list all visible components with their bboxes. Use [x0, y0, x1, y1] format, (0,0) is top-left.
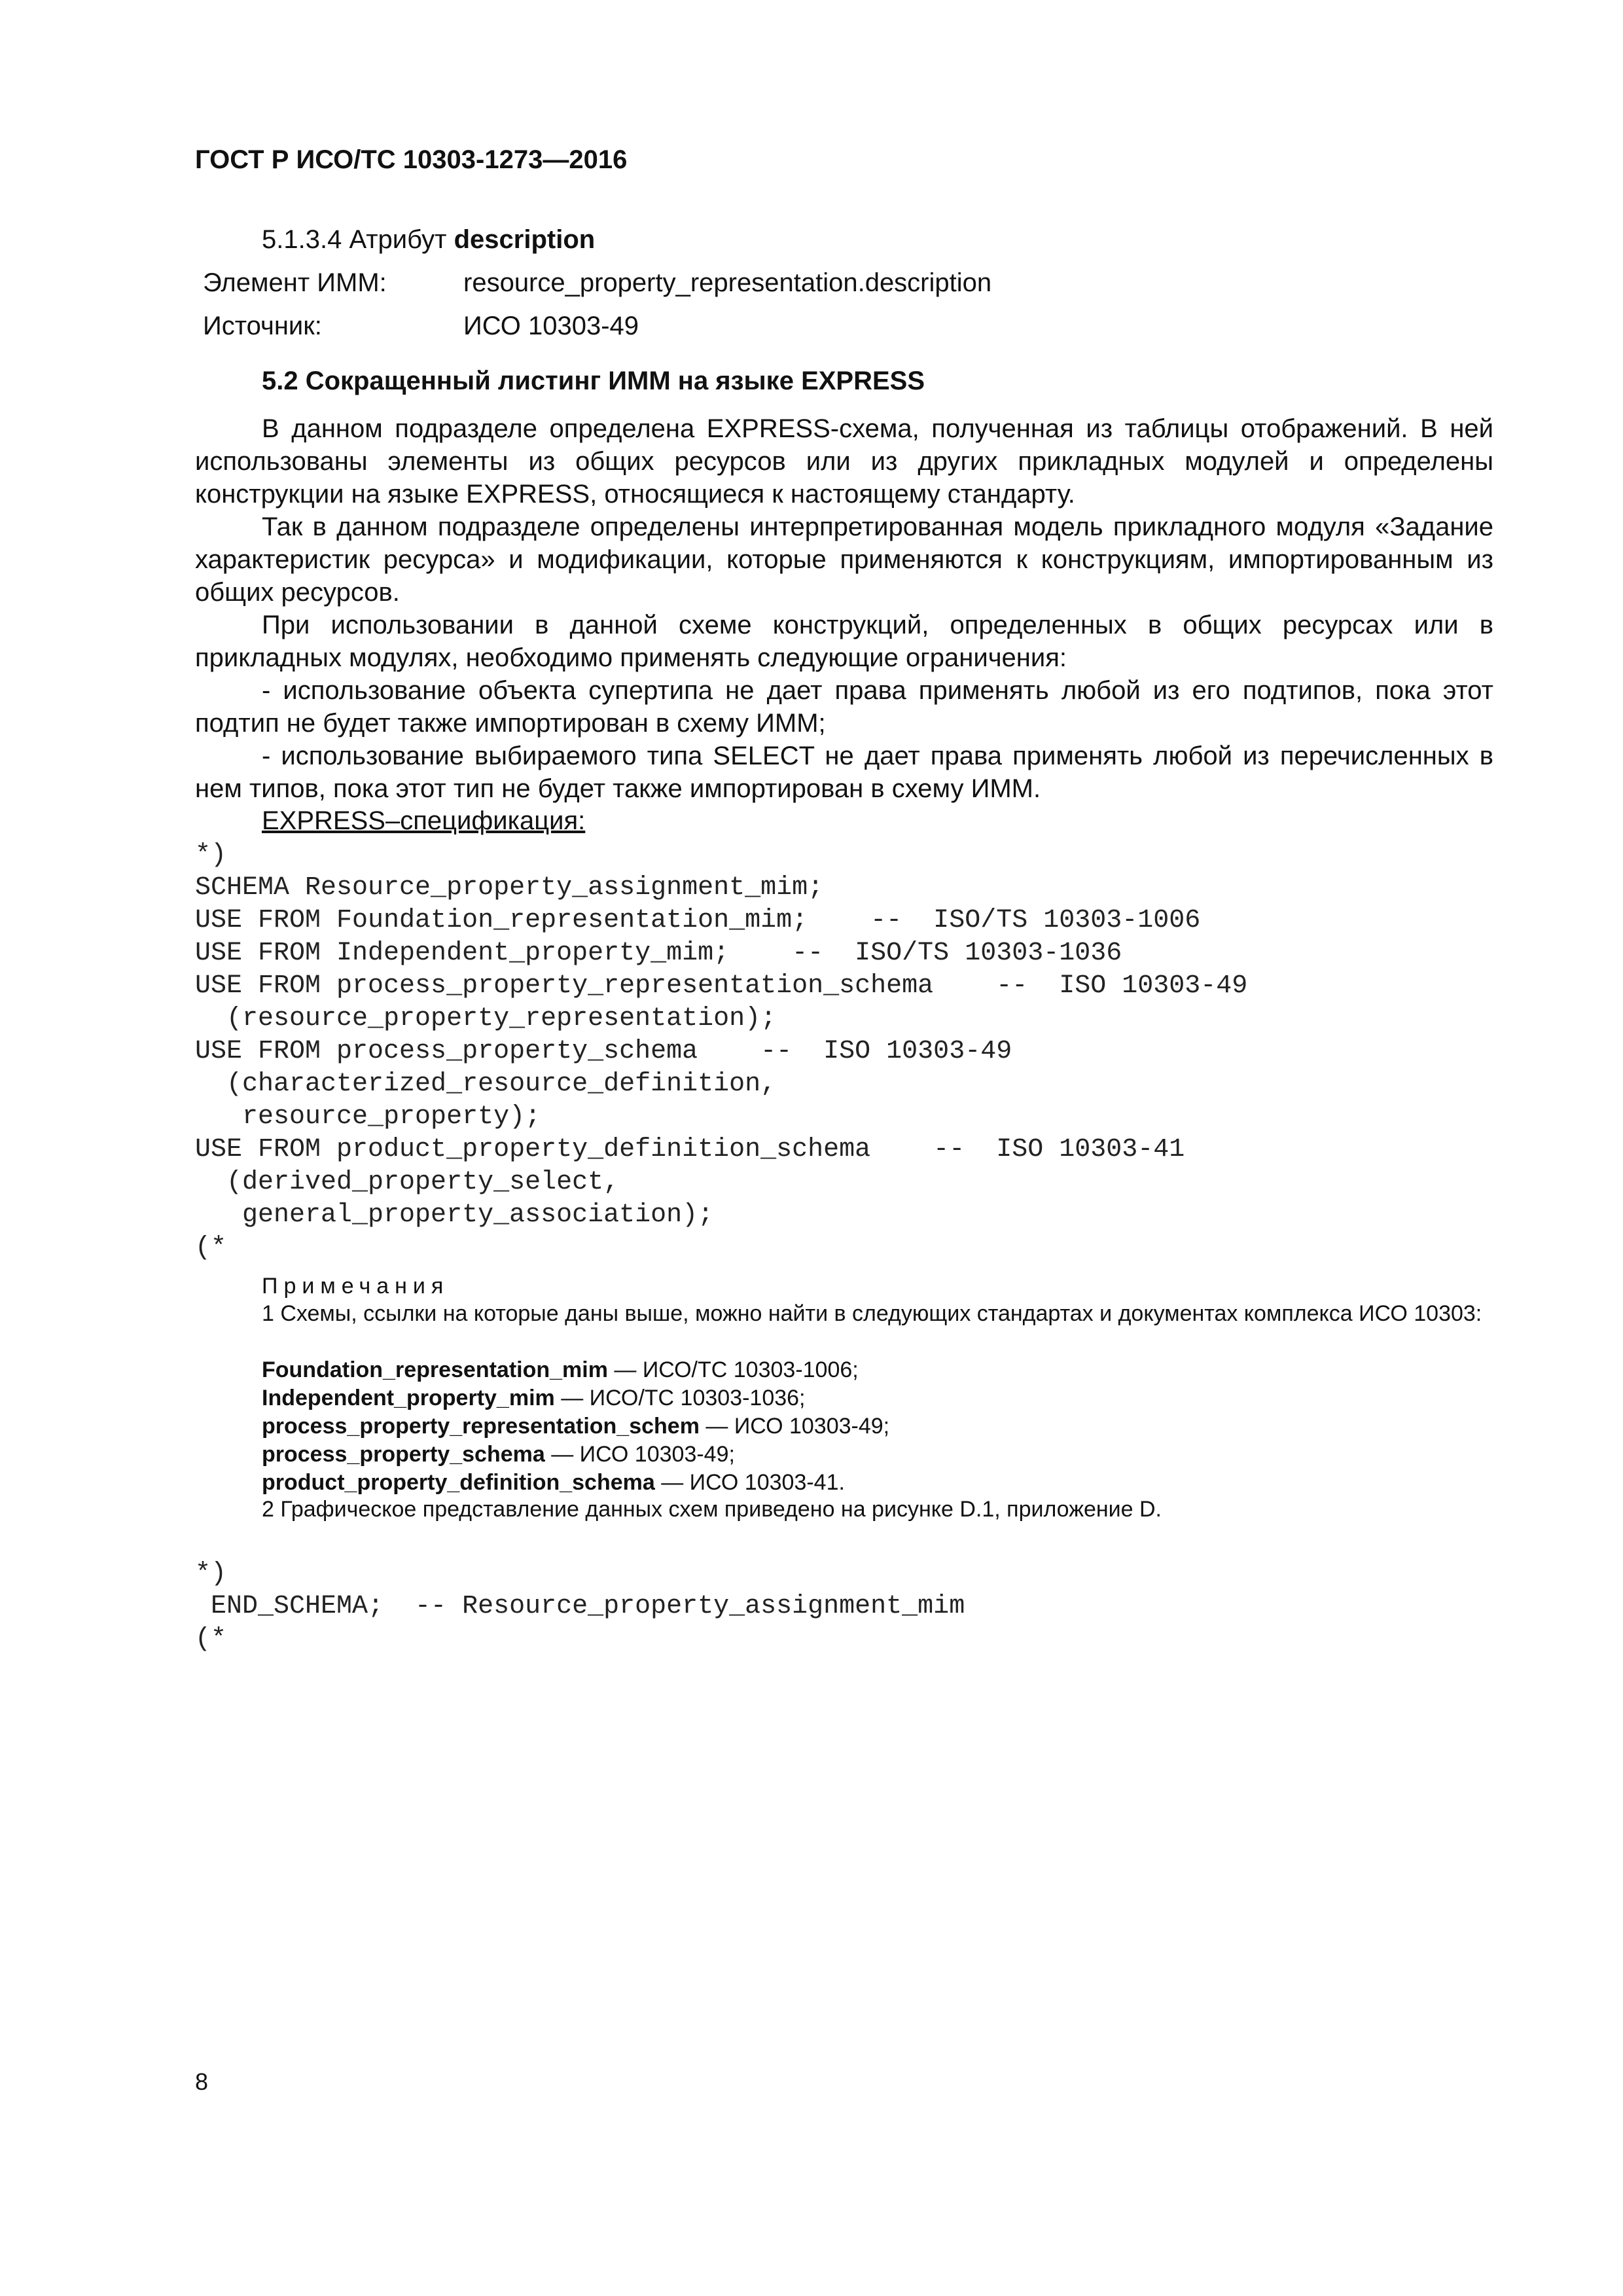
attribute-value: resource_property_representation.description [463, 268, 992, 297]
express-spec-label: EXPRESS–спецификация: [262, 806, 586, 835]
express-code-block: *) SCHEMA Resource_property_assignment_mim; USE FROM Foundation_representation_mim; -- ISO/TS 10303-1006 USE FROM Independent_property_mim; -- ISO/TS 10303-1036 USE FROM process_property_representation_schema -- ISO 10303-49 (resource_property_representation); USE FROM process_property_schema -- ISO 10303-49 (characterized_resource_definition, resource_property); USE FROM product_property_definition_schema -- ISO 10303-41 (derived_property_select, general_property_association); (* [195, 840, 1248, 1263]
section-heading: 5.2 Сокращенный листинг ИММ на языке EXPRESS [262, 367, 925, 395]
page-number: 8 [195, 2068, 209, 2095]
notes-title: Примечания [262, 1274, 450, 1299]
paragraph-interpretation: Так в данном подразделе определены интерпретированная модель прикладного модуля «Задание характеристик ресурса» и модификации, которые применяются к конструкциям, импортированным из общих ресурсов. [195, 512, 1493, 607]
attribute-value: ИСО 10303-49 [463, 312, 639, 340]
attribute-key: Элемент ИММ: [203, 268, 387, 297]
paragraph-restriction-1: - использование объекта супертипа не дает права применять любой из его подтипов, пока этот подтип не будет также импортирован в схему ИММ; [195, 676, 1493, 738]
note-2: 2 Графическое представление данных схем приведено на рисунке D.1, приложение D. [262, 1497, 1162, 1522]
notes-schema-list [262, 1356, 889, 1497]
attribute-name: description [454, 225, 596, 254]
subsection-number: 5.1.3.4 Атрибут [262, 225, 454, 254]
attribute-key: Источник: [203, 312, 322, 340]
express-code-end: *) END_SCHEMA; -- Resource_property_assignment_mim (* [195, 1559, 965, 1654]
list-item: Foundation_representation_mim — ИСО/ТС 10303-1006; [262, 1357, 859, 1382]
subsection-heading [262, 225, 595, 255]
document-header: ГОСТ Р ИСО/ТС 10303-1273—2016 [195, 145, 628, 174]
paragraph-restriction-2: - использование выбираемого типа SELECT не дает права применять любой из перечисленных в нем типов, пока этот тип не будет также импортирован в схему ИММ. [195, 742, 1493, 803]
list-item: process_property_representation_schem — ИСО 10303-49; [262, 1414, 890, 1439]
list-item: product_property_definition_schema — ИСО 10303-41. [262, 1470, 845, 1495]
paragraph-intro: В данном подразделе определена EXPRESS-схема, полученная из таблицы отображений. В ней использованы элементы из общих ресурсов или из других прикладных модулей и определены конструкции на языке EXPRESS, относящиеся к настоящему стандарту. [195, 414, 1493, 509]
note-1: 1 Схемы, ссылки на которые даны выше, можно найти в следующих стандартах и документах комплекса ИСО 10303: [262, 1301, 1482, 1326]
list-item: process_property_schema — ИСО 10303-49; [262, 1442, 735, 1467]
paragraph-restrictions: При использовании в данной схеме конструкций, определенных в общих ресурсах или в прикладных модулях, необходимо применять следующие ограничения: [195, 611, 1493, 672]
list-item: Independent_property_mim — ИСО/ТС 10303-1036; [262, 1386, 806, 1410]
